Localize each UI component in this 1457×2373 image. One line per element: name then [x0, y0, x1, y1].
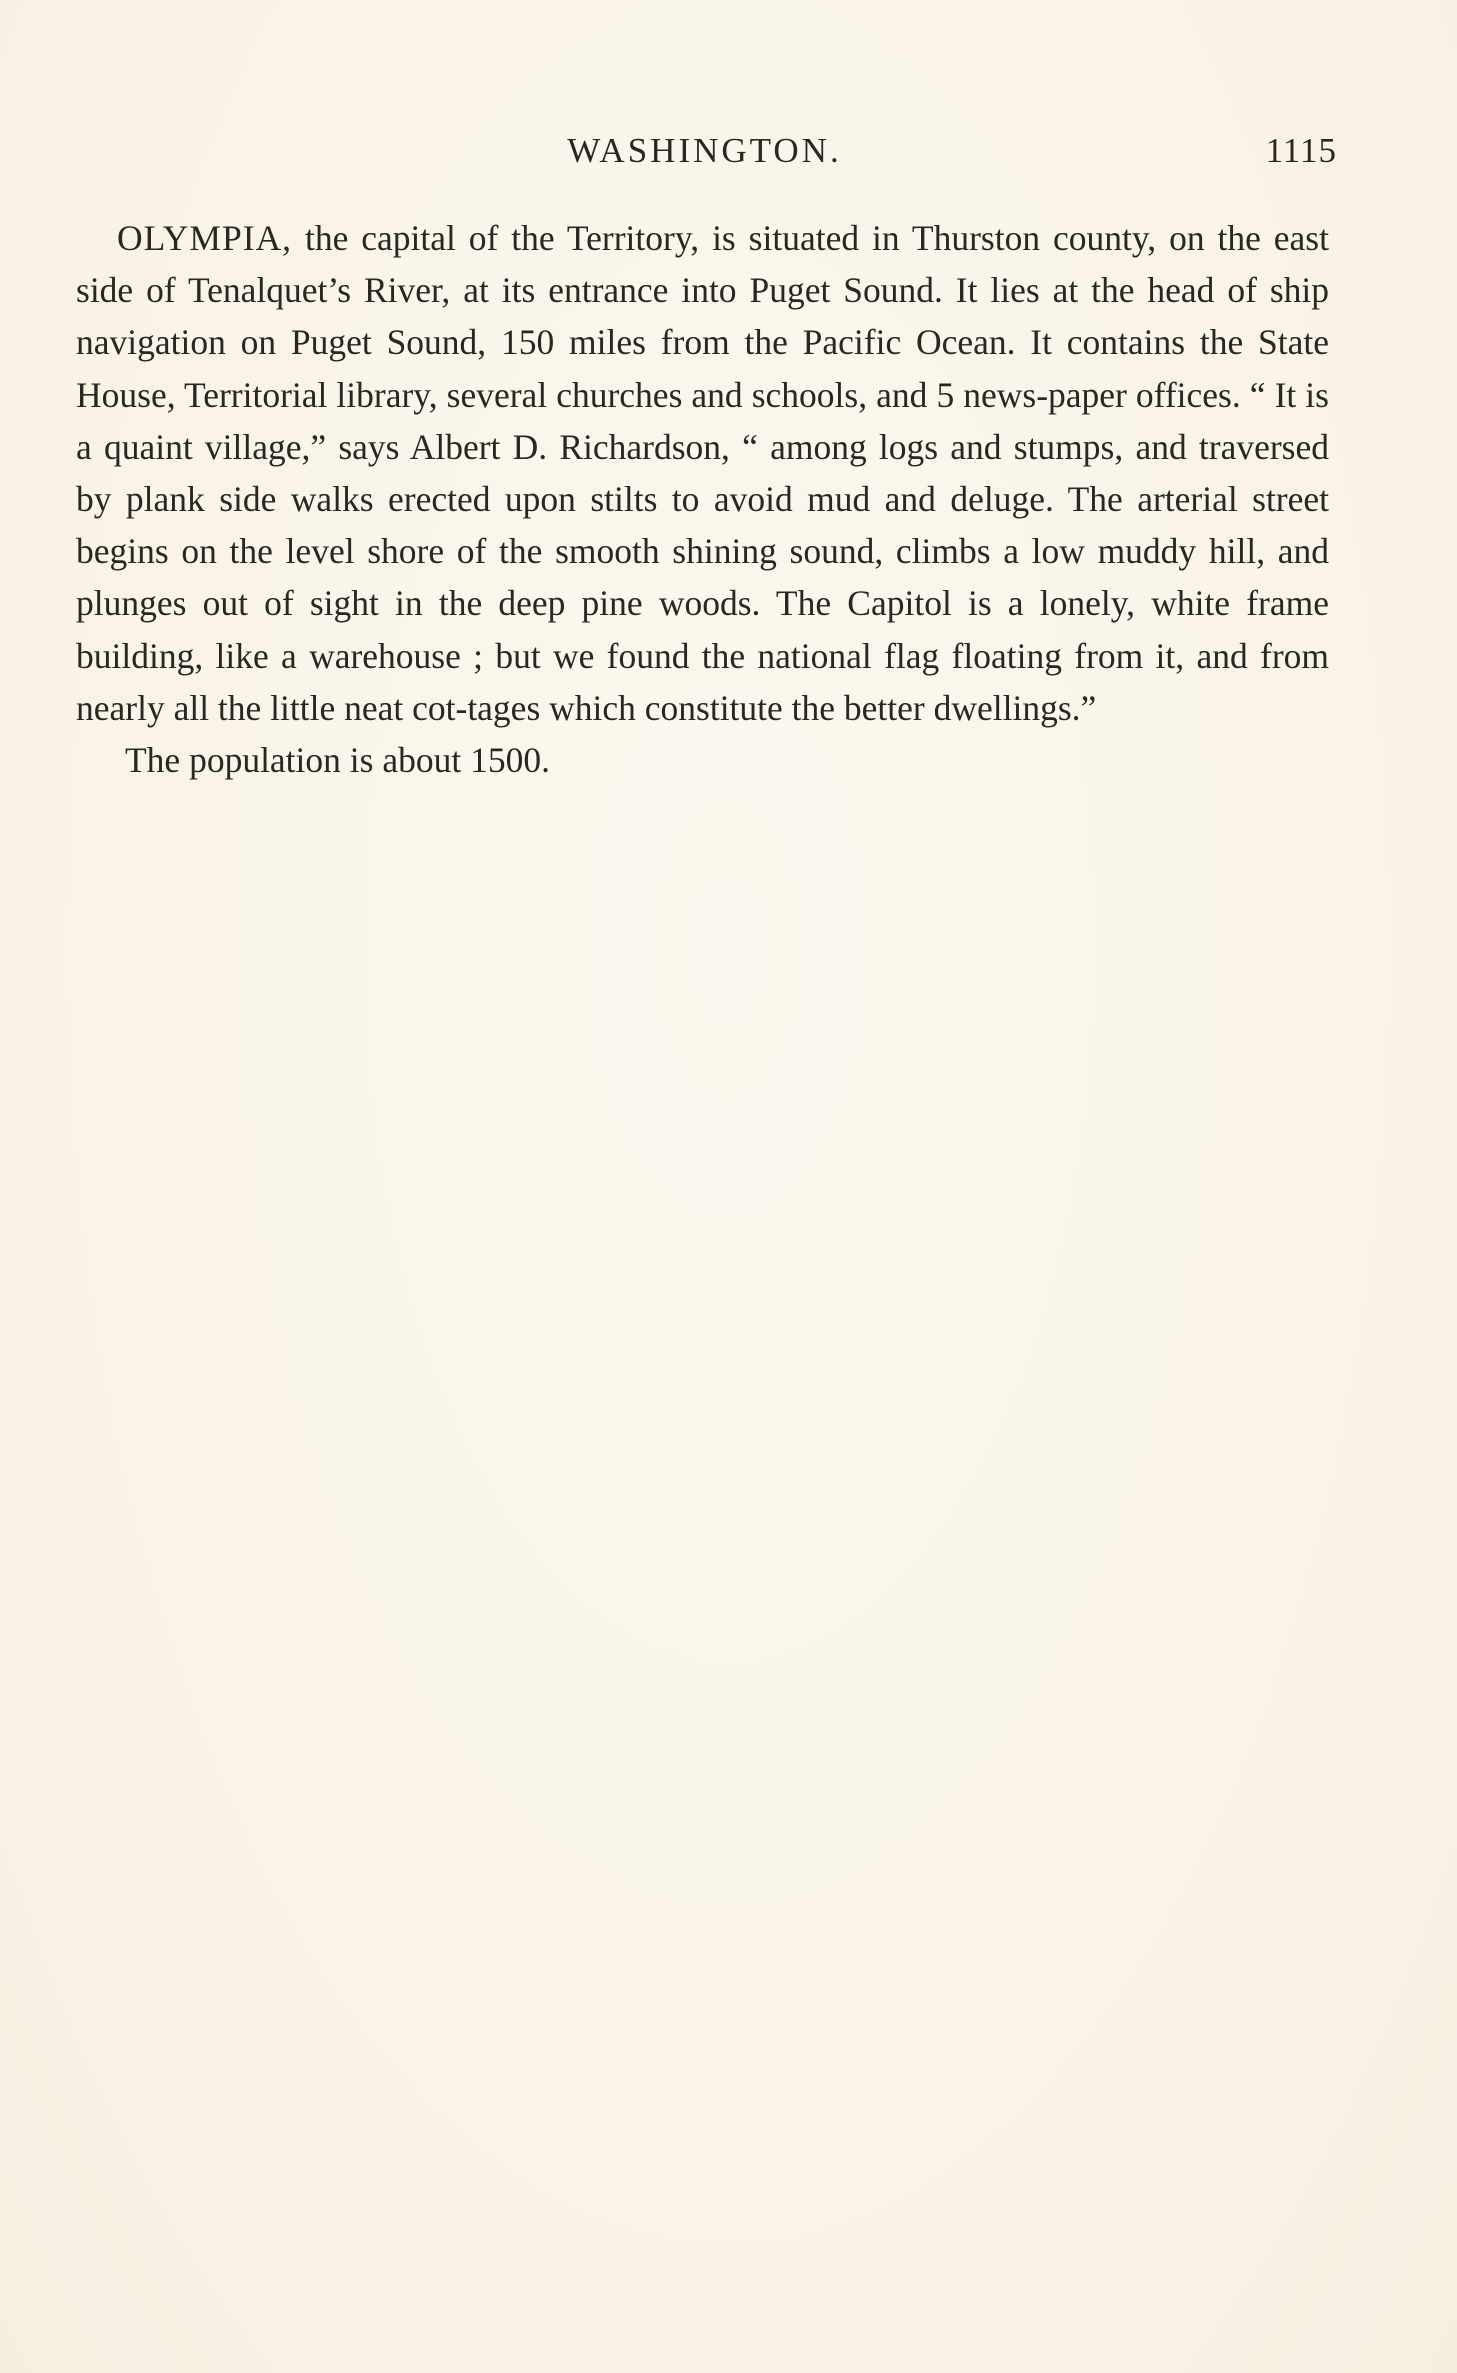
paragraph-olympia-text: the capital of the Territory, is situated in Thurston county, on the east side of Tenalquet’s River, at its entrance into Puget Sound. It lies at the head of ship navigation on Puget Sound, 150 miles from the Pacific Ocean. It contains the State House, Territorial library, several churches and schools, and 5 news-paper offices. “ It is a quaint village,” says Albert D. Richardson, “ among logs and stumps, and traversed by plank side walks erected upon stilts to avoid mud and deluge. The arterial street begins on the level shore of the smooth shining sound, climbs a low muddy hill, and plunges out of sight in the deep pine woods. The Capitol is a lonely, white frame building, like a warehouse ; but we found the national flag floating from it, and from nearly all the little neat cot-tages which constitute the better dwellings.”: [76, 218, 1329, 728]
paragraph-olympia: [76, 212, 1329, 734]
paragraph-population: The population is about 1500.: [125, 740, 550, 781]
body-text: [76, 212, 1329, 786]
page-number: 1115: [1265, 131, 1337, 170]
running-title: WASHINGTON.: [567, 131, 842, 170]
lead-word: OLYMPIA,: [117, 218, 293, 258]
running-head: [72, 126, 1337, 176]
